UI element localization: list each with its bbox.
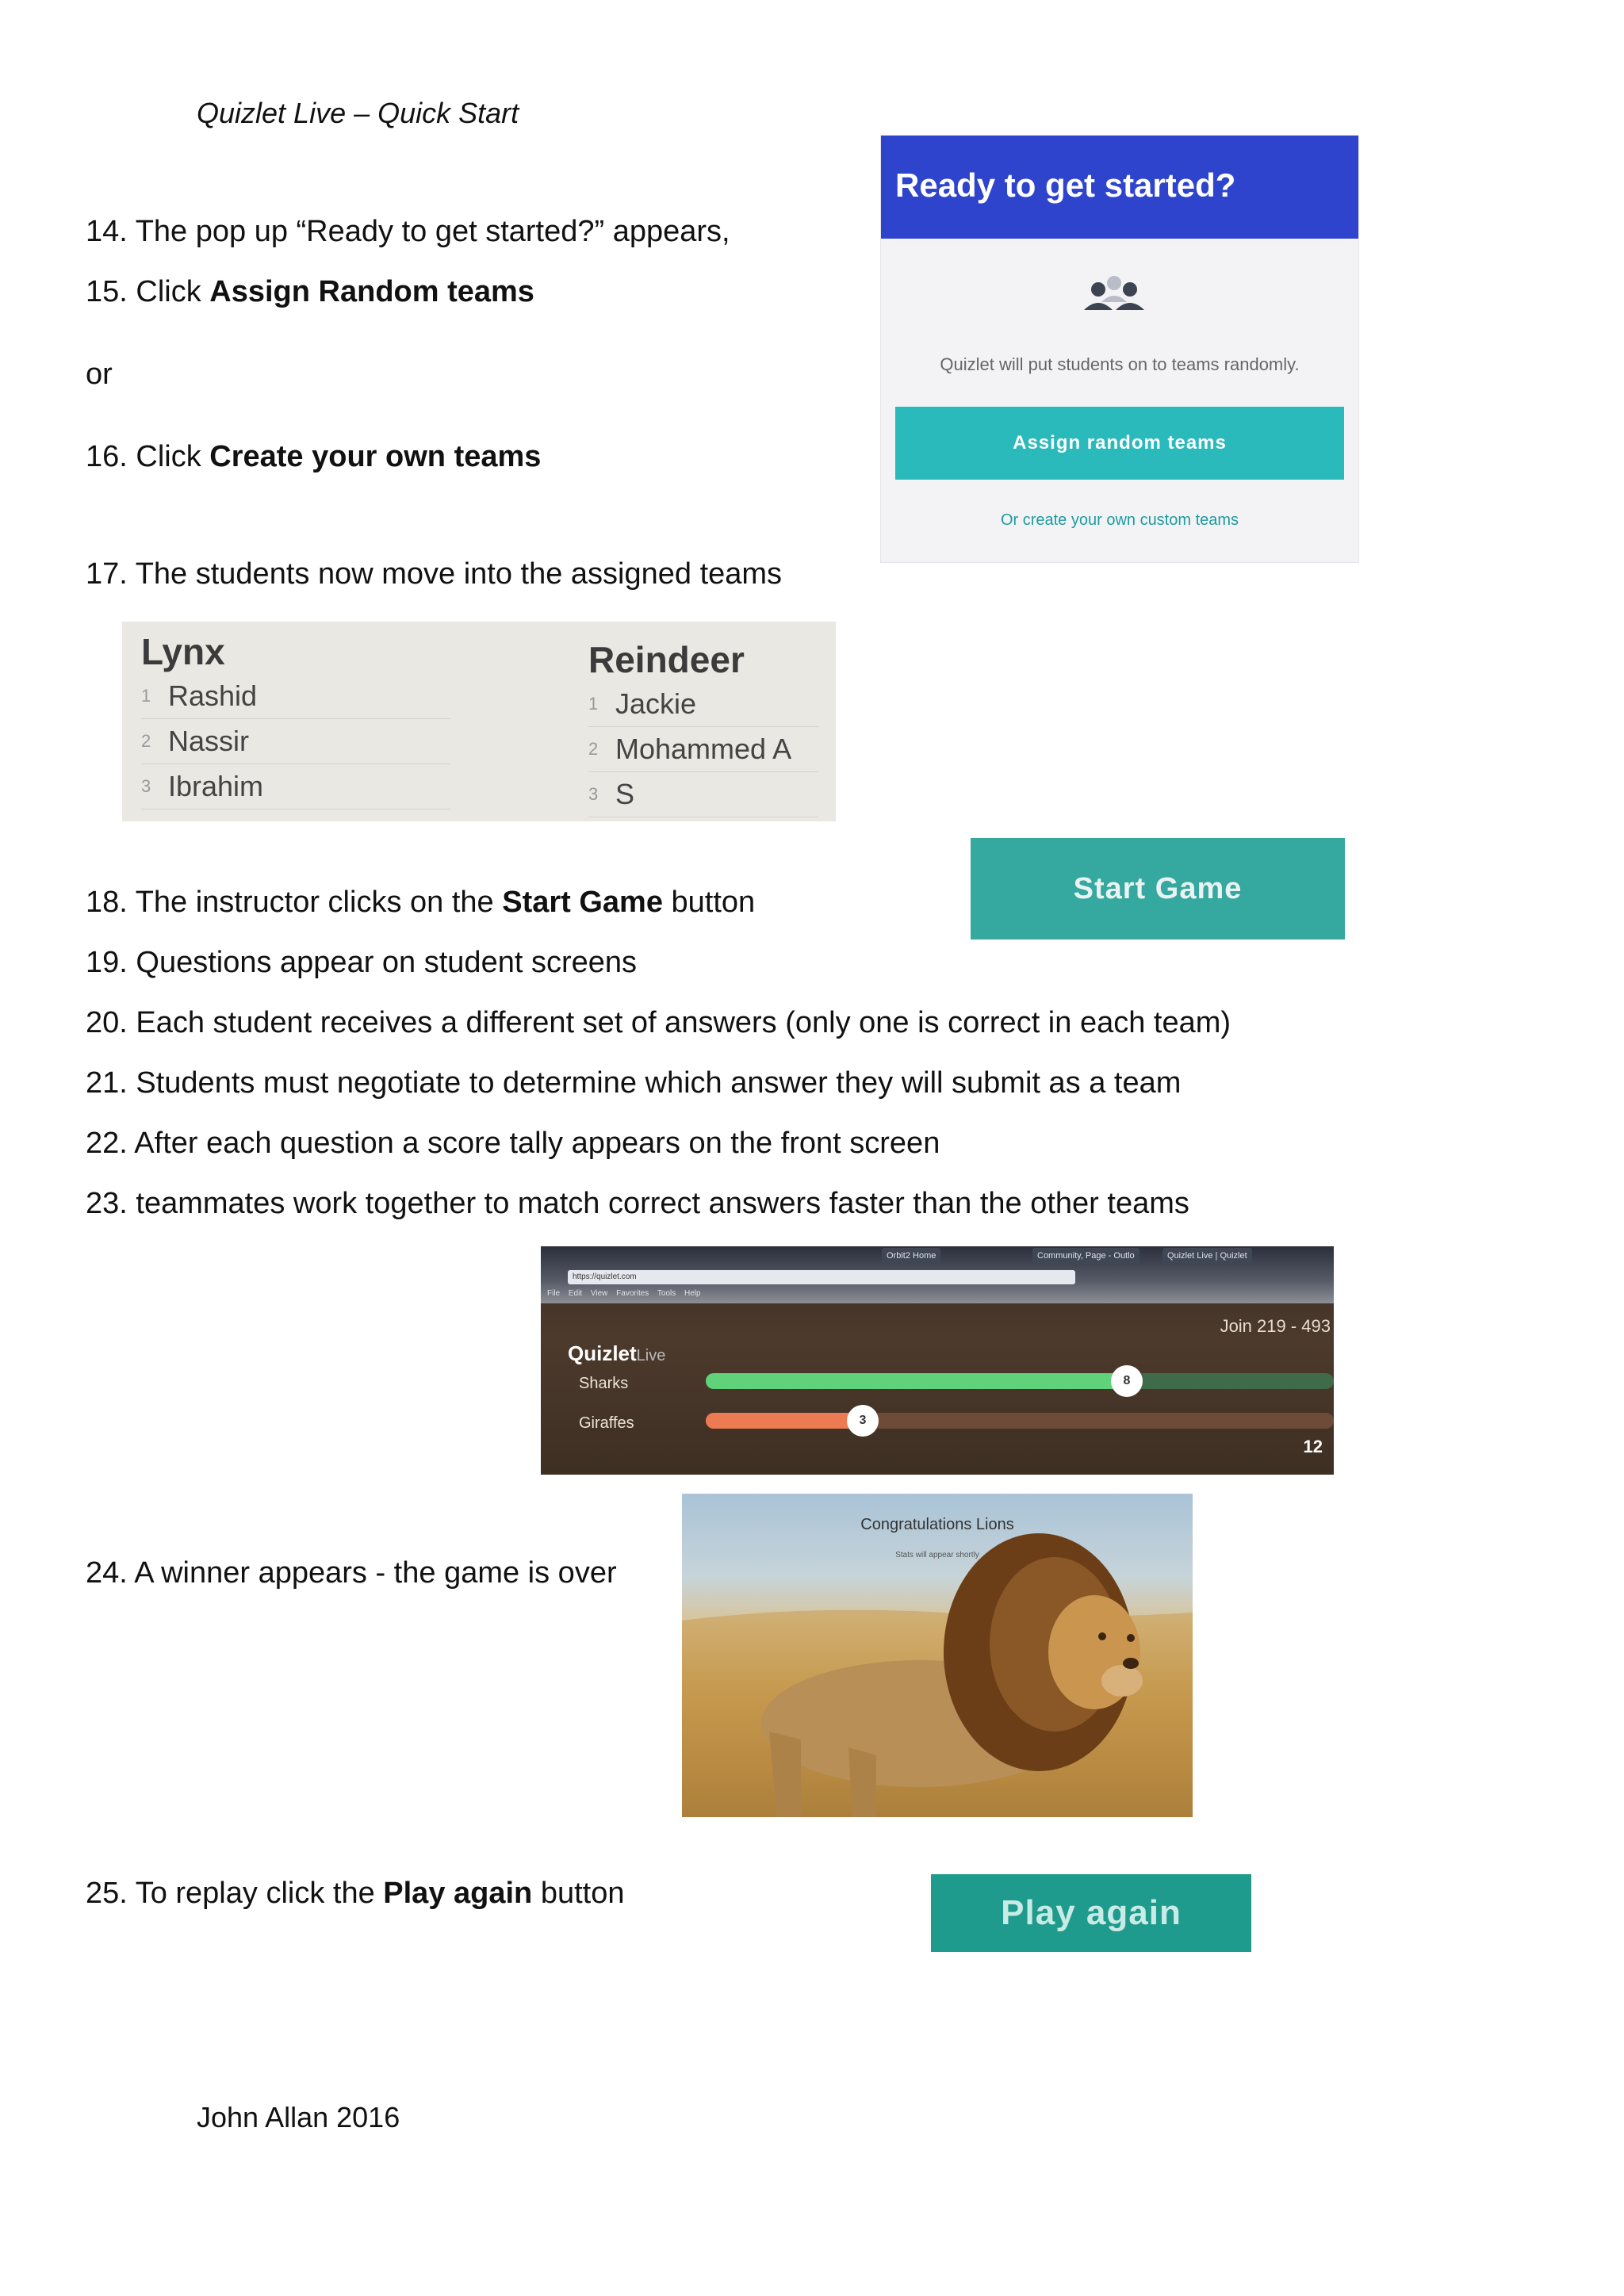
quizlet-live-logo: QuizletLive — [568, 1341, 666, 1365]
start-game-button[interactable]: Start Game — [971, 838, 1345, 939]
step-18-action: Start Game — [502, 886, 663, 919]
team-lynx — [141, 629, 450, 809]
join-code: Join 219 - 493 — [1220, 1316, 1331, 1336]
winner-screenshot — [682, 1494, 1193, 1817]
assign-random-teams-button[interactable]: Assign random teams — [895, 407, 1344, 480]
ready-popup — [880, 135, 1359, 563]
step-18: 18. The instructor clicks on the Start Game button — [86, 886, 756, 919]
step-19: 19. Questions appear on student screens — [86, 946, 638, 979]
team-member: 1 Rashid — [141, 674, 450, 719]
browser-chrome — [541, 1246, 1334, 1303]
step-21: 21. Students must negotiate to determine which answer they will submit as a team — [86, 1066, 1182, 1100]
team-reindeer — [588, 637, 818, 817]
team-label: Sharks — [579, 1375, 629, 1392]
play-again-button[interactable]: Play again — [931, 1874, 1251, 1952]
browser-tab[interactable]: Orbit2 Home — [882, 1248, 940, 1264]
score-marker: 8 — [1111, 1365, 1143, 1397]
document-header: Quizlet Live – Quick Start — [197, 97, 519, 129]
step-14: 14. The pop up “Ready to get started?” appears, — [86, 215, 730, 248]
browser-tab[interactable]: Quizlet Live | Quizlet — [1162, 1248, 1252, 1264]
team-member: 2 Nassir — [141, 719, 450, 764]
step-16-action: Create your own teams — [209, 440, 542, 473]
team-member: 3 S — [588, 772, 818, 817]
step-17: 17. The students now move into the assigned teams — [86, 557, 783, 591]
step-23: 23. teammates work together to match correct answers faster than the other teams — [86, 1187, 1189, 1220]
winner-title: Congratulations Lions — [860, 1516, 1014, 1533]
create-custom-teams-link[interactable]: Or create your own custom teams — [1000, 511, 1239, 529]
document-footer: John Allan 2016 — [197, 2101, 400, 2133]
score-marker: 3 — [847, 1405, 879, 1437]
team-name: Lynx — [141, 631, 225, 672]
team-label: Giraffes — [579, 1414, 634, 1432]
step-25: 25. To replay click the Play again button — [86, 1877, 625, 1910]
address-bar[interactable]: https://quizlet.com — [568, 1270, 1075, 1284]
step-15-action: Assign Random teams — [209, 275, 534, 308]
team-member: 2 Mohammed A — [588, 727, 818, 772]
step-16: 16. Click Create your own teams — [86, 440, 542, 473]
step-22: 22. After each question a score tally appears on the front screen — [86, 1127, 940, 1160]
lion-illustration — [682, 1494, 1193, 1817]
browser-tab[interactable]: Community, Page - Outlo — [1032, 1248, 1139, 1264]
popup-description: Quizlet will put students on to teams randomly. — [940, 354, 1300, 374]
browser-menu[interactable]: File Edit View Favorites Tools Help — [547, 1289, 701, 1298]
progress-bar — [706, 1373, 1127, 1389]
team-people-icon — [1078, 275, 1151, 316]
step-or: or — [86, 358, 113, 391]
popup-title: Ready to get started? — [881, 136, 1358, 239]
progress-bar — [706, 1413, 863, 1429]
scoreboard-screenshot — [541, 1246, 1334, 1475]
step-15: 15. Click Assign Random teams — [86, 275, 534, 308]
team-member: 3 Ibrahim — [141, 764, 450, 809]
winner-subtitle: Stats will appear shortly — [895, 1551, 979, 1559]
step-25-action: Play again — [383, 1877, 533, 1910]
step-20: 20. Each student receives a different set of answers (only one is correct in each team) — [86, 1006, 1231, 1039]
step-24: 24. A winner appears - the game is over — [86, 1556, 617, 1590]
team-member: 1 Jackie — [588, 682, 818, 727]
teams-list — [122, 622, 836, 821]
team-name: Reindeer — [588, 639, 745, 680]
total-count: 12 — [1303, 1437, 1323, 1456]
